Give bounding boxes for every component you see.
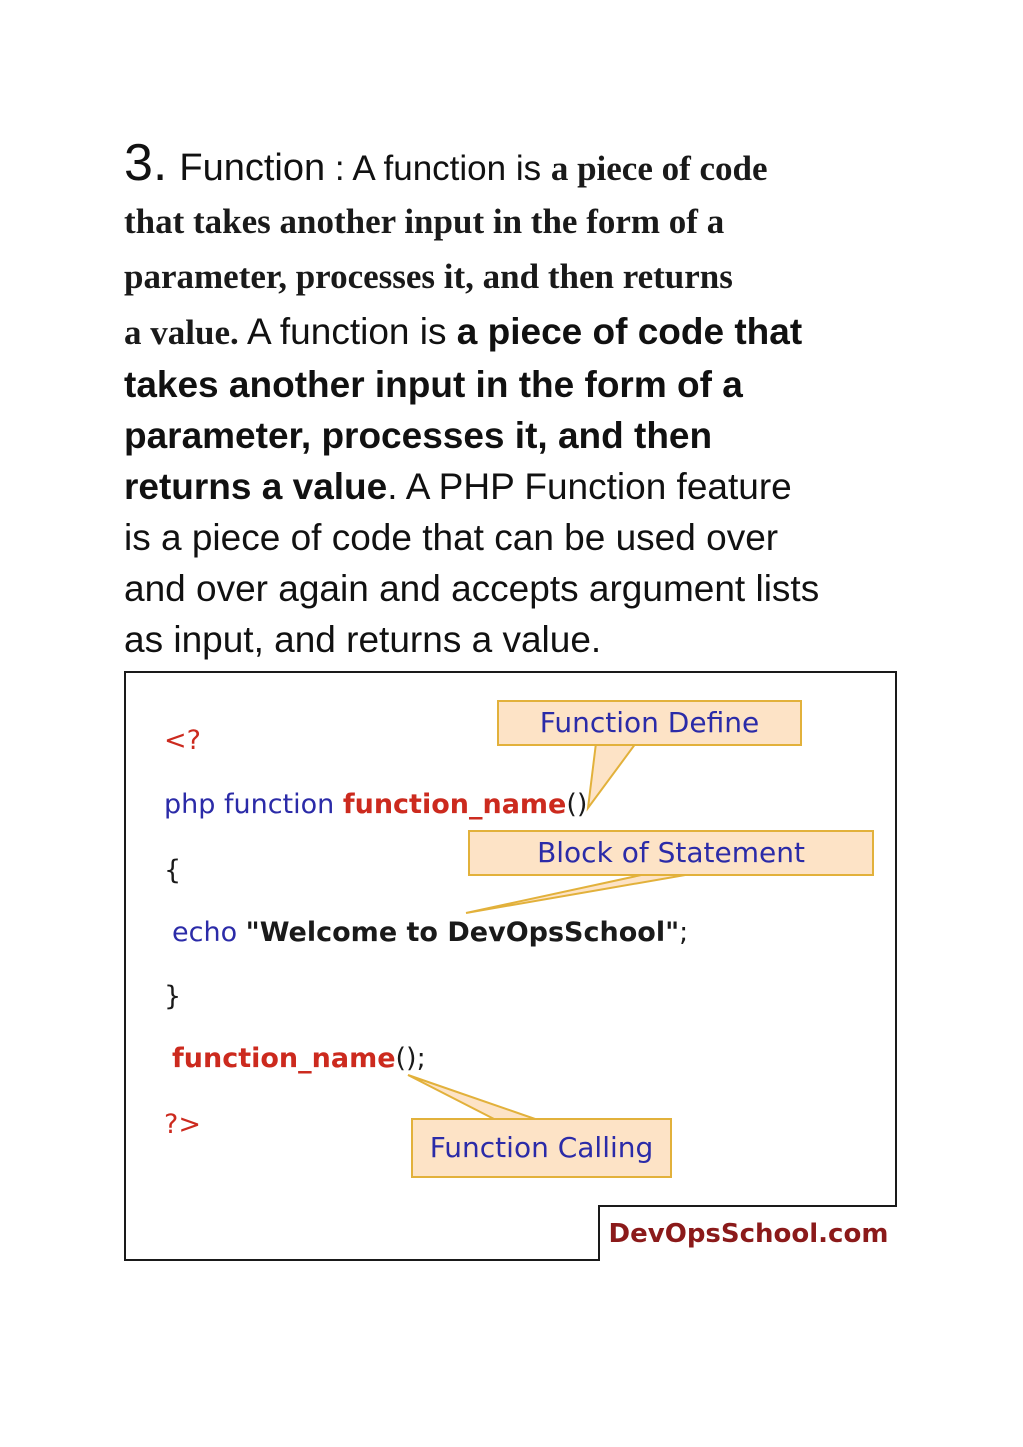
serif-bold-4: a value. [124,313,239,352]
plain-5: as input, and returns a value. [124,619,602,660]
line-4 [124,304,914,359]
echo-keyword: echo [172,917,246,948]
parens-def: () [566,789,588,820]
code-close-brace: } [164,981,182,1012]
intro-text: : A function is [325,149,551,188]
plain-2: . A PHP Function feature [387,466,792,507]
section-text [124,132,914,665]
callout-function-define: Function Define [497,700,802,746]
leader-block [466,874,691,913]
section-heading: Function [179,147,326,189]
leader-calling [408,1075,538,1120]
serif-bold-3: parameter, processes it, and then returns [124,257,733,296]
section-number: 3. [124,134,168,192]
sans-bold-3: parameter, processes it, and then [124,415,713,456]
code-open-tag: <? [164,725,201,756]
code-close-tag: ?> [164,1109,201,1140]
function-name-call: function_name [172,1043,396,1074]
serif-bold-2: that takes another input in the form of a [124,202,725,241]
function-name-def: function_name [342,789,567,820]
code-open-brace: { [164,855,182,886]
parens-call: (); [395,1043,426,1074]
code-function-def [164,789,587,820]
line-1 [124,132,914,194]
callout-function-calling: Function Calling [411,1118,672,1178]
plain-3: is a piece of code that can be used over [124,517,779,558]
sans-bold-2: takes another input in the form of a [124,364,743,405]
code-function-call [172,1043,426,1074]
credit-label: DevOpsSchool.com [598,1205,897,1261]
leader-define [588,743,636,808]
php-function-keyword: php function [164,789,343,820]
plain-1: A function is [238,311,457,352]
sans-bold-4: returns a value [124,466,388,507]
echo-string: "Welcome to DevOpsSchool" [245,917,680,948]
sans-bold-1: a piece of code that [456,311,803,352]
code-figure [124,671,897,1261]
serif-bold-1: a piece of code [550,149,768,188]
line-8 [124,461,914,512]
code-echo-line [172,917,688,948]
semicolon: ; [679,917,689,948]
callout-block-of-statement: Block of Statement [468,830,874,876]
plain-4: and over again and accepts argument lists [124,568,820,609]
